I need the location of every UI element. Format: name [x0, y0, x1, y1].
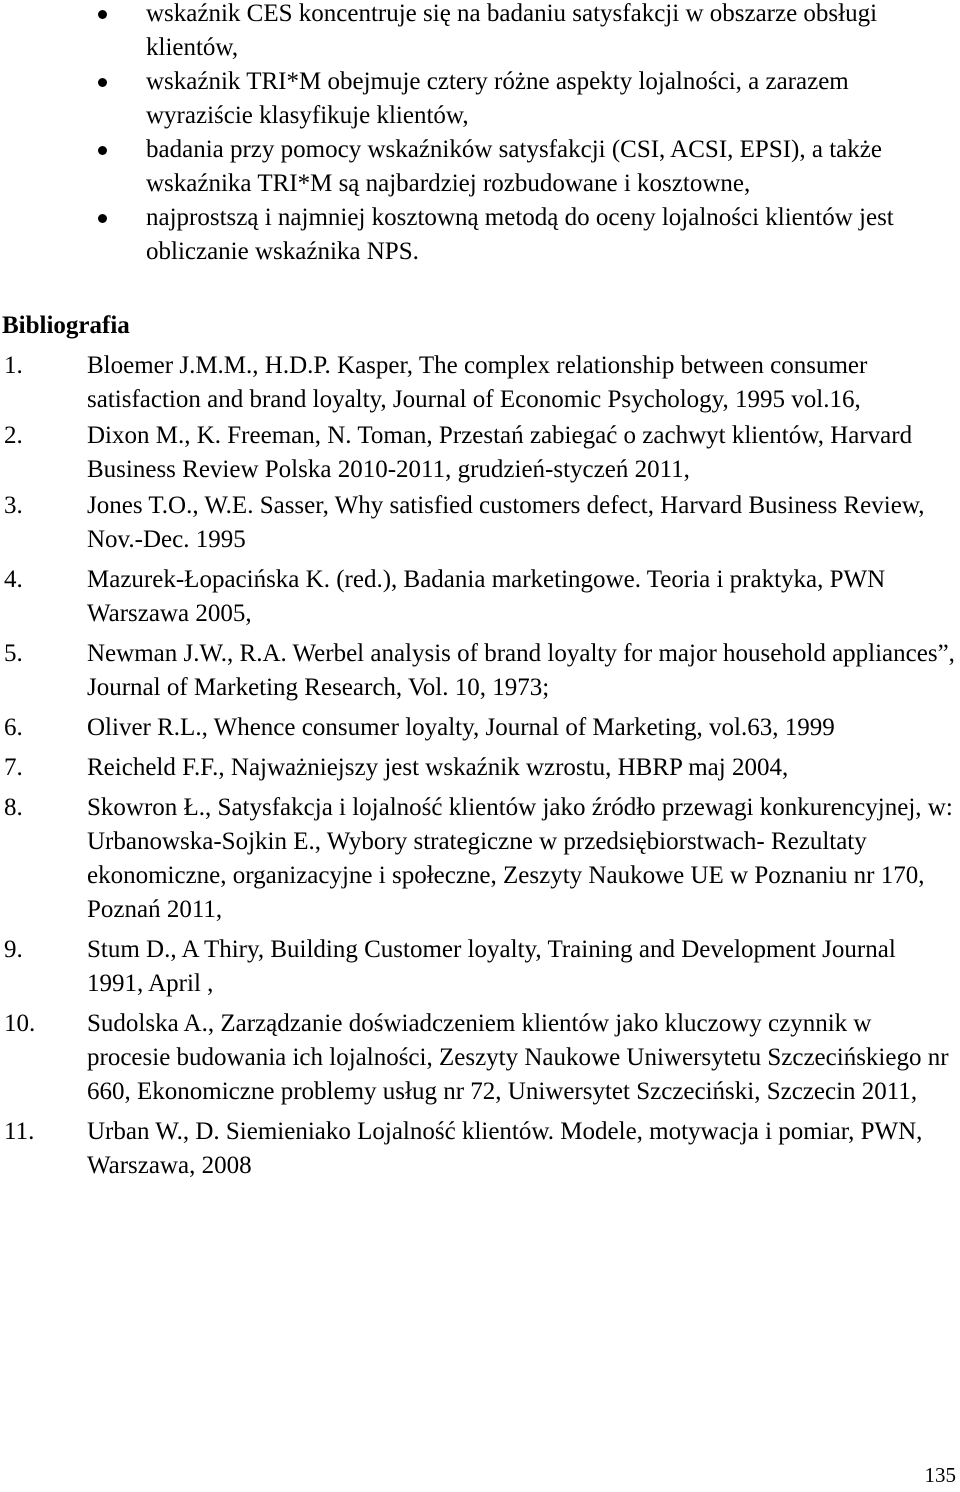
- bullet-text: badania przy pomocy wskaźników satysfakcji (CSI, ACSI, EPSI), a także wskaźnika TRI*M są najbardziej rozbudowane i kosztowne,: [146, 136, 882, 197]
- bullet-dot-icon: [98, 214, 107, 223]
- bibliography-entry: [0, 1007, 960, 1109]
- entry-text: Skowron Ł., Satysfakcja i lojalność klientów jako źródło przewagi konkurencyjnej, w: Urbanowska-Sojkin E., Wybory strategiczne w przedsiębiorstwach- Rezultaty ekonomiczne, organizacyjne i społeczne, Zeszyty Naukowe UE w Poznaniu nr 170, Poznań 2011,: [87, 794, 953, 923]
- entry-text: Jones T.O., W.E. Sasser, Why satisfied customers defect, Harvard Business Review, Nov.-Dec. 1995: [87, 492, 925, 553]
- entry-number: 9.: [4, 936, 23, 963]
- entry-text: Reicheld F.F., Najważniejszy jest wskaźnik wzrostu, HBRP maj 2004,: [87, 754, 789, 781]
- bullet-dot-icon: [98, 146, 107, 155]
- entry-text: Mazurek-Łopacińska K. (red.), Badania marketingowe. Teoria i praktyka, PWN Warszawa 2005,: [87, 566, 886, 627]
- bullet-dot-icon: [98, 10, 107, 19]
- bibliography-entry: [0, 751, 960, 785]
- bibliography-entry: [0, 349, 960, 417]
- bibliography-entry: [0, 791, 960, 927]
- bibliography-entry: [0, 637, 960, 705]
- entry-number: 10.: [4, 1010, 36, 1037]
- bibliography-entry: [0, 1115, 960, 1183]
- entry-number: 2.: [4, 422, 23, 449]
- bullet-item: [0, 0, 960, 65]
- bibliography-heading: Bibliografia: [2, 312, 130, 339]
- bibliography-list: [0, 349, 960, 1189]
- bullet-item: [0, 133, 960, 201]
- entry-number: 5.: [4, 640, 23, 667]
- page-number: 135: [924, 1463, 956, 1487]
- bullet-item: [0, 65, 960, 133]
- entry-number: 4.: [4, 566, 23, 593]
- entry-text: Urban W., D. Siemieniako Lojalność klientów. Modele, motywacja i pomiar, PWN, Warszawa, 2008: [87, 1118, 923, 1179]
- bullet-item: [0, 201, 960, 269]
- entry-text: Newman J.W., R.A. Werbel analysis of brand loyalty for major household appliances”, Journal of Marketing Research, Vol. 10, 1973;: [87, 640, 955, 701]
- conclusion-bullet-list: [0, 0, 960, 269]
- bibliography-entry: [0, 711, 960, 745]
- entry-number: 8.: [4, 794, 23, 821]
- entry-text: Bloemer J.M.M., H.D.P. Kasper, The complex relationship between consumer satisfaction and brand loyalty, Journal of Economic Psychology, 1995 vol.16,: [87, 352, 868, 413]
- bullet-text: najprostszą i najmniej kosztowną metodą do oceny lojalności klientów jest obliczanie wskaźnika NPS.: [146, 204, 894, 265]
- bullet-text: wskaźnik TRI*M obejmuje cztery różne aspekty lojalności, a zarazem wyraziście klasyfikuje klientów,: [146, 68, 849, 129]
- entry-text: Dixon M., K. Freeman, N. Toman, Przestań zabiegać o zachwyt klientów, Harvard Business Review Polska 2010-2011, grudzień-styczeń 2011,: [87, 422, 913, 483]
- entry-text: Sudolska A., Zarządzanie doświadczeniem klientów jako kluczowy czynnik w procesie budowania ich lojalności, Zeszyty Naukowe Uniwersytetu Szczecińskiego nr 660, Ekonomiczne problemy usług nr 72, Uniwersytet Szczeciński, Szczecin 2011,: [87, 1010, 949, 1105]
- bibliography-entry: [0, 563, 960, 631]
- entry-number: 6.: [4, 714, 23, 741]
- entry-number: 7.: [4, 754, 23, 781]
- entry-number: 3.: [4, 492, 23, 519]
- bibliography-entry: [0, 489, 960, 557]
- bullet-dot-icon: [98, 78, 107, 87]
- bibliography-entry: [0, 419, 960, 487]
- entry-text: Oliver R.L., Whence consumer loyalty, Journal of Marketing, vol.63, 1999: [87, 714, 835, 741]
- entry-text: Stum D., A Thiry, Building Customer loyalty, Training and Development Journal 1991, April ,: [87, 936, 896, 997]
- entry-number: 11.: [4, 1118, 35, 1145]
- bullet-text: wskaźnik CES koncentruje się na badaniu satysfakcji w obszarze obsługi klientów,: [146, 0, 878, 61]
- bibliography-entry: [0, 933, 960, 1001]
- entry-number: 1.: [4, 352, 23, 379]
